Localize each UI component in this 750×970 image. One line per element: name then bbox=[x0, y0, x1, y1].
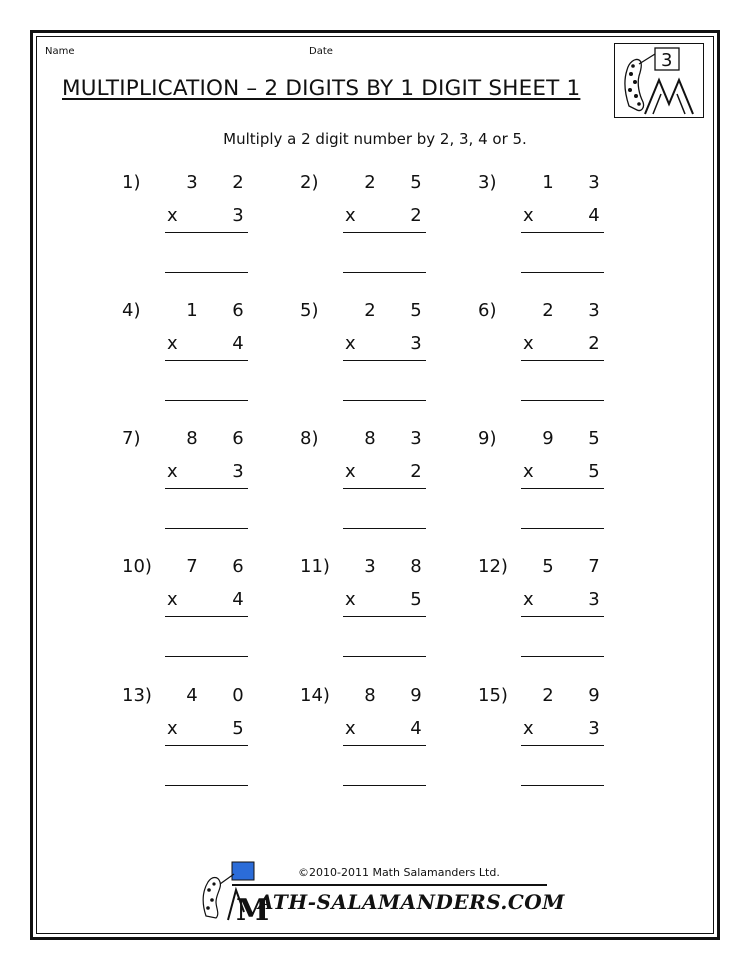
problem-number: 3) bbox=[478, 172, 497, 193]
copyright-text: ©2010-2011 Math Salamanders Ltd. bbox=[298, 866, 500, 879]
problem bbox=[300, 685, 423, 795]
problem-number: 4) bbox=[122, 300, 141, 321]
salamander-footer-icon bbox=[198, 860, 270, 928]
answer-line[interactable] bbox=[343, 656, 426, 657]
answer-line[interactable] bbox=[343, 400, 426, 401]
problem-number: 6) bbox=[478, 300, 497, 321]
tens-digit: 2 bbox=[364, 172, 376, 193]
page-title: MULTIPLICATION – 2 DIGITS BY 1 DIGIT SHEET 1 bbox=[62, 76, 581, 101]
footer-logo bbox=[198, 860, 270, 928]
answer-line[interactable] bbox=[521, 528, 604, 529]
problem-number: 5) bbox=[300, 300, 319, 321]
multiplier: 3 bbox=[232, 461, 244, 482]
answer-line[interactable] bbox=[521, 656, 604, 657]
problem bbox=[478, 300, 601, 410]
multiplier: 2 bbox=[410, 461, 422, 482]
times-sign: x bbox=[523, 461, 534, 482]
multiplier: 3 bbox=[588, 718, 600, 739]
answer-line[interactable] bbox=[165, 400, 248, 401]
times-sign: x bbox=[345, 333, 356, 354]
problem bbox=[478, 685, 601, 795]
problem-number: 11) bbox=[300, 556, 330, 577]
times-sign: x bbox=[523, 333, 534, 354]
problem bbox=[300, 556, 423, 666]
product-line bbox=[343, 488, 426, 489]
multiplicand bbox=[363, 685, 423, 706]
website-text: ATH-SALAMANDERS.COM bbox=[258, 890, 565, 914]
product-line bbox=[343, 616, 426, 617]
multiplicand bbox=[363, 300, 423, 321]
times-sign: x bbox=[345, 589, 356, 610]
times-sign: x bbox=[523, 589, 534, 610]
times-sign: x bbox=[167, 333, 178, 354]
times-sign: x bbox=[345, 461, 356, 482]
multiplicand bbox=[541, 428, 601, 449]
multiplicand bbox=[541, 556, 601, 577]
answer-line[interactable] bbox=[343, 272, 426, 273]
multiplicand bbox=[185, 428, 245, 449]
problem-number: 1) bbox=[122, 172, 141, 193]
problem-number: 9) bbox=[478, 428, 497, 449]
answer-line[interactable] bbox=[165, 528, 248, 529]
product-line bbox=[521, 745, 604, 746]
multiplier: 5 bbox=[588, 461, 600, 482]
tens-digit: 8 bbox=[186, 428, 198, 449]
multiplier: 5 bbox=[410, 589, 422, 610]
ones-digit: 0 bbox=[232, 685, 244, 706]
problem-number: 10) bbox=[122, 556, 152, 577]
problem-number: 12) bbox=[478, 556, 508, 577]
problem-number: 7) bbox=[122, 428, 141, 449]
ones-digit: 2 bbox=[232, 172, 244, 193]
grade-logo bbox=[614, 43, 704, 118]
product-line bbox=[521, 488, 604, 489]
tens-digit: 2 bbox=[364, 300, 376, 321]
footer-logo-letter: M bbox=[236, 893, 270, 928]
ones-digit: 5 bbox=[588, 428, 600, 449]
product-line bbox=[165, 232, 248, 233]
multiplier: 5 bbox=[232, 718, 244, 739]
multiplicand bbox=[541, 300, 601, 321]
tens-digit: 3 bbox=[186, 172, 198, 193]
tens-digit: 2 bbox=[542, 685, 554, 706]
multiplicand bbox=[185, 172, 245, 193]
product-line bbox=[343, 232, 426, 233]
times-sign: x bbox=[523, 718, 534, 739]
product-line bbox=[165, 488, 248, 489]
product-line bbox=[521, 232, 604, 233]
product-line bbox=[521, 616, 604, 617]
times-sign: x bbox=[167, 718, 178, 739]
times-sign: x bbox=[345, 718, 356, 739]
ones-digit: 9 bbox=[410, 685, 422, 706]
ones-digit: 6 bbox=[232, 556, 244, 577]
answer-line[interactable] bbox=[343, 528, 426, 529]
multiplicand bbox=[185, 300, 245, 321]
times-sign: x bbox=[167, 205, 178, 226]
multiplier: 4 bbox=[410, 718, 422, 739]
multiplicand bbox=[185, 685, 245, 706]
ones-digit: 6 bbox=[232, 300, 244, 321]
product-line bbox=[343, 360, 426, 361]
tens-digit: 5 bbox=[542, 556, 554, 577]
answer-line[interactable] bbox=[165, 272, 248, 273]
tens-digit: 8 bbox=[364, 428, 376, 449]
answer-line[interactable] bbox=[521, 272, 604, 273]
problem-number: 2) bbox=[300, 172, 319, 193]
times-sign: x bbox=[345, 205, 356, 226]
multiplier: 3 bbox=[232, 205, 244, 226]
problem bbox=[478, 172, 601, 282]
problem bbox=[122, 300, 245, 410]
ones-digit: 5 bbox=[410, 172, 422, 193]
product-line bbox=[165, 360, 248, 361]
tens-digit: 8 bbox=[364, 685, 376, 706]
problem-number: 13) bbox=[122, 685, 152, 706]
product-line bbox=[343, 745, 426, 746]
product-line bbox=[165, 745, 248, 746]
ones-digit: 5 bbox=[410, 300, 422, 321]
product-line bbox=[165, 616, 248, 617]
problem-number: 8) bbox=[300, 428, 319, 449]
tens-digit: 7 bbox=[186, 556, 198, 577]
ones-digit: 9 bbox=[588, 685, 600, 706]
answer-line[interactable] bbox=[521, 785, 604, 786]
multiplier: 4 bbox=[588, 205, 600, 226]
problem bbox=[122, 428, 245, 538]
multiplier: 2 bbox=[410, 205, 422, 226]
multiplicand bbox=[185, 556, 245, 577]
ones-digit: 8 bbox=[410, 556, 422, 577]
tens-digit: 9 bbox=[542, 428, 554, 449]
multiplicand bbox=[363, 428, 423, 449]
problem-number: 15) bbox=[478, 685, 508, 706]
tens-digit: 2 bbox=[542, 300, 554, 321]
name-label: Name bbox=[45, 46, 75, 57]
multiplier: 4 bbox=[232, 589, 244, 610]
problem bbox=[478, 428, 601, 538]
problem-number: 14) bbox=[300, 685, 330, 706]
tens-digit: 1 bbox=[542, 172, 554, 193]
grade-number: 3 bbox=[661, 50, 673, 71]
multiplicand bbox=[363, 556, 423, 577]
answer-line[interactable] bbox=[521, 400, 604, 401]
problem bbox=[300, 172, 423, 282]
ones-digit: 7 bbox=[588, 556, 600, 577]
multiplier: 3 bbox=[588, 589, 600, 610]
footer-divider bbox=[232, 884, 547, 886]
multiplicand bbox=[541, 172, 601, 193]
tens-digit: 4 bbox=[186, 685, 198, 706]
answer-line[interactable] bbox=[343, 785, 426, 786]
multiplicand bbox=[363, 172, 423, 193]
ones-digit: 6 bbox=[232, 428, 244, 449]
problem bbox=[300, 428, 423, 538]
answer-line[interactable] bbox=[165, 785, 248, 786]
date-label: Date bbox=[309, 46, 333, 57]
multiplier: 2 bbox=[588, 333, 600, 354]
product-line bbox=[521, 360, 604, 361]
answer-line[interactable] bbox=[165, 656, 248, 657]
multiplier: 4 bbox=[232, 333, 244, 354]
times-sign: x bbox=[167, 589, 178, 610]
salamander-icon bbox=[615, 44, 703, 117]
problem bbox=[122, 556, 245, 666]
multiplicand bbox=[541, 685, 601, 706]
ones-digit: 3 bbox=[588, 300, 600, 321]
ones-digit: 3 bbox=[410, 428, 422, 449]
problem bbox=[122, 172, 245, 282]
problem bbox=[122, 685, 245, 795]
instructions: Multiply a 2 digit number by 2, 3, 4 or 5. bbox=[223, 130, 527, 148]
multiplier: 3 bbox=[410, 333, 422, 354]
problem bbox=[300, 300, 423, 410]
problem bbox=[478, 556, 601, 666]
ones-digit: 3 bbox=[588, 172, 600, 193]
tens-digit: 3 bbox=[364, 556, 376, 577]
tens-digit: 1 bbox=[186, 300, 198, 321]
times-sign: x bbox=[523, 205, 534, 226]
times-sign: x bbox=[167, 461, 178, 482]
